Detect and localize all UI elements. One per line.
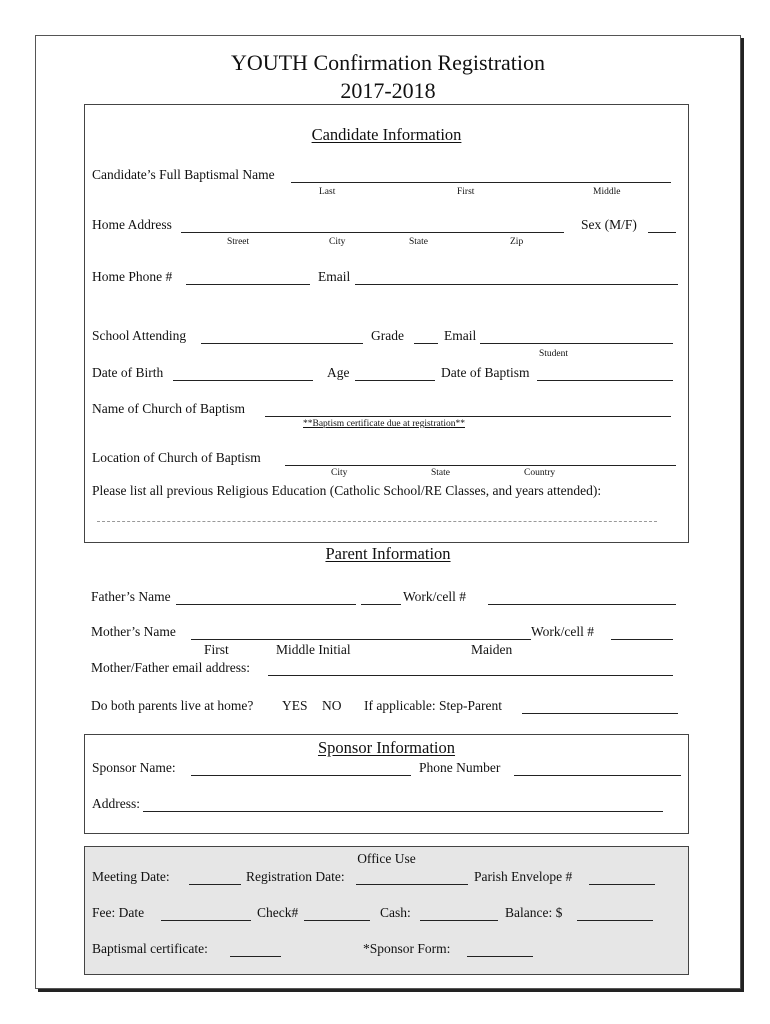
name-sub-middle: Middle [593, 187, 621, 197]
live-home-yes[interactable]: YES [282, 698, 308, 713]
baptism-date-label: Date of Baptism [441, 365, 530, 380]
age-field[interactable] [355, 368, 435, 381]
envelope-field[interactable] [589, 872, 655, 885]
step-parent-label: If applicable: Step-Parent [364, 698, 502, 713]
father-name-extra-field[interactable] [361, 592, 401, 605]
location-field[interactable] [285, 453, 676, 466]
sponsor-name-field[interactable] [191, 763, 411, 776]
envelope-label: Parish Envelope # [474, 869, 573, 884]
form-year: 2017-2018 [340, 78, 436, 103]
religious-ed-field[interactable] [97, 520, 657, 522]
home-address-field[interactable] [181, 220, 564, 233]
student-email-field[interactable] [480, 331, 673, 344]
sponsor-form-field[interactable] [467, 944, 533, 957]
fee-date-label: Fee: Date [92, 905, 145, 920]
cash-label: Cash: [380, 905, 411, 920]
baptismal-certificate-label: Baptismal certificate: [92, 941, 208, 956]
age-label: Age [327, 365, 350, 380]
religious-ed-label: Please list all previous Religious Education (Catholic School/RE Classes, and years attended): [92, 483, 602, 498]
home-phone-field[interactable] [186, 272, 310, 285]
parent-email-label: Mother/Father email address: [91, 660, 250, 675]
live-home-no[interactable]: NO [322, 698, 342, 713]
father-work-field[interactable] [488, 592, 676, 605]
father-label: Father’s Name [91, 589, 171, 604]
address-sub-zip: Zip [510, 237, 524, 247]
sponsor-section [84, 734, 689, 834]
step-parent-field[interactable] [522, 701, 678, 714]
sponsor-phone-label: Phone Number [419, 760, 501, 775]
sponsor-address-label: Address: [92, 796, 140, 811]
office-heading: Office Use [357, 851, 416, 866]
sex-field[interactable] [648, 220, 676, 233]
check-label: Check# [257, 905, 299, 920]
mother-work-field[interactable] [611, 627, 673, 640]
form-page [35, 35, 741, 989]
parent-heading: Parent Information [325, 544, 451, 563]
mother-sub-maiden: Maiden [471, 642, 513, 657]
school-label: School Attending [92, 328, 187, 343]
church-label: Name of Church of Baptism [92, 401, 245, 416]
home-phone-label: Home Phone # [92, 269, 173, 284]
baptismal-certificate-field[interactable] [230, 944, 281, 957]
address-sub-state: State [409, 237, 428, 247]
grade-label: Grade [371, 328, 404, 343]
location-sub-city: City [331, 468, 348, 478]
mother-label: Mother’s Name [91, 624, 176, 639]
name-sub-first: First [457, 187, 475, 197]
balance-field[interactable] [577, 908, 653, 921]
dob-field[interactable] [173, 368, 313, 381]
sponsor-phone-field[interactable] [514, 763, 681, 776]
address-sub-street: Street [227, 237, 250, 247]
dob-label: Date of Birth [92, 365, 164, 380]
baptism-date-field[interactable] [537, 368, 673, 381]
full-name-label: Candidate’s Full Baptismal Name [92, 167, 275, 182]
father-work-label: Work/cell # [403, 589, 467, 604]
mother-name-field[interactable] [191, 627, 531, 640]
form-title: YOUTH Confirmation Registration [230, 50, 546, 75]
father-name-field[interactable] [176, 592, 356, 605]
fee-date-field[interactable] [161, 908, 251, 921]
email-field[interactable] [355, 272, 678, 285]
home-address-label: Home Address [92, 217, 172, 232]
location-sub-country: Country [524, 468, 556, 478]
candidate-heading: Candidate Information [311, 125, 462, 144]
check-field[interactable] [304, 908, 370, 921]
student-sub: Student [539, 349, 569, 359]
sponsor-form-label: *Sponsor Form: [363, 941, 451, 956]
school-field[interactable] [201, 331, 363, 344]
address-sub-city: City [329, 237, 346, 247]
sponsor-heading: Sponsor Information [317, 738, 456, 757]
church-field[interactable] [265, 404, 671, 417]
email-label: Email [318, 269, 351, 284]
sex-label: Sex (M/F) [581, 217, 637, 232]
full-name-field[interactable] [291, 170, 671, 183]
mother-work-label: Work/cell # [531, 624, 595, 639]
name-sub-last: Last [319, 187, 336, 197]
location-label: Location of Church of Baptism [92, 450, 261, 465]
registration-date-label: Registration Date: [246, 869, 345, 884]
parent-email-field[interactable] [268, 663, 673, 676]
certificate-note: **Baptism certificate due at registration** [303, 419, 465, 429]
candidate-section [84, 104, 689, 543]
mother-sub-middle: Middle Initial [276, 642, 351, 657]
meeting-date-label: Meeting Date: [92, 869, 170, 884]
sponsor-address-field[interactable] [143, 799, 663, 812]
live-home-label: Do both parents live at home? [91, 698, 254, 713]
meeting-date-field[interactable] [189, 872, 241, 885]
registration-date-field[interactable] [356, 872, 468, 885]
mother-sub-first: First [204, 642, 229, 657]
student-email-label: Email [444, 328, 477, 343]
grade-field[interactable] [414, 331, 438, 344]
cash-field[interactable] [420, 908, 498, 921]
balance-label: Balance: $ [505, 905, 563, 920]
office-use-section [84, 846, 689, 975]
sponsor-name-label: Sponsor Name: [92, 760, 176, 775]
location-sub-state: State [431, 468, 450, 478]
